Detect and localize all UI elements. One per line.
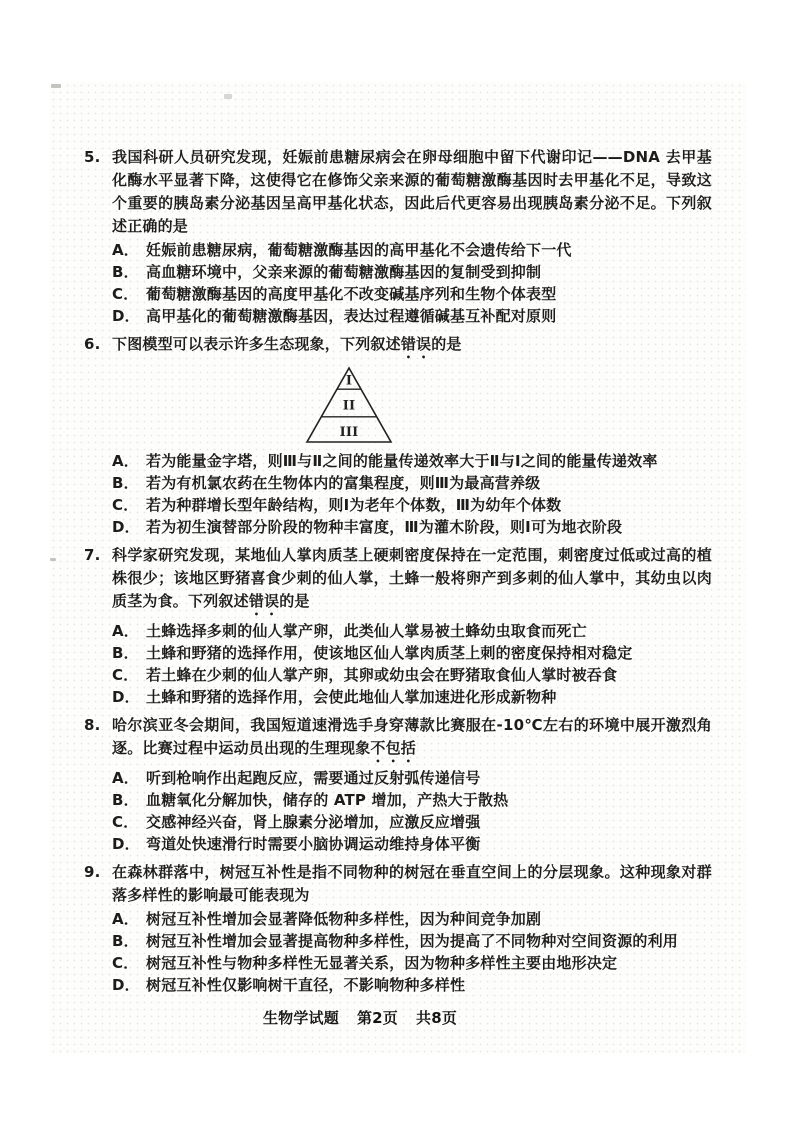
stem-text: 的是 (279, 592, 310, 610)
options (112, 908, 712, 996)
option-label: C． (112, 666, 139, 684)
option-text: 弯道处快速滑行时需要小脑协调运动维持身体平衡 (146, 835, 481, 853)
option-5A (112, 239, 712, 261)
option-label: C． (112, 954, 139, 972)
option-label: C． (112, 285, 139, 303)
option-text: 树冠互补性与物种多样性无显著关系，因为物种多样性主要由地形决定 (146, 954, 618, 972)
option-text: 高血糖环境中，父亲来源的葡萄糖激酶基因的复制受到抑制 (146, 263, 542, 281)
emphasized-text: 错误 (400, 335, 432, 353)
scan-artifact (50, 558, 56, 561)
option-text: 若为有机氯农药在生物体内的富集程度，则Ⅲ为最高营养级 (146, 474, 541, 492)
option-9C (112, 952, 712, 974)
option-6C (112, 494, 712, 516)
options (112, 450, 712, 538)
option-text: 树冠互补性增加会显著降低物种多样性，因为种间竞争加剧 (146, 910, 542, 928)
option-label: D． (112, 307, 140, 325)
page-footer (46, 1007, 674, 1028)
question-stem (112, 146, 712, 238)
option-7B (112, 642, 712, 664)
pyramid-level-label-1: I (345, 373, 353, 389)
option-text: 交感神经兴奋，肾上腺素分泌增加，应激反应增强 (146, 813, 481, 831)
question-stem (112, 714, 712, 766)
option-text: 土蜂和野猪的选择作用，会使此地仙人掌加速进化形成新物种 (146, 688, 557, 706)
question-stem (112, 544, 712, 619)
option-text: 妊娠前患糖尿病，葡萄糖激酶基因的高甲基化不会遗传给下一代 (146, 241, 572, 259)
option-5D (112, 305, 712, 327)
question-number: 7. (84, 546, 101, 564)
question-body (112, 544, 712, 708)
option-text: 树冠互补性增加会显著提高物种多样性，因为提高了不同物种对空间资源的利用 (146, 932, 679, 950)
question-8 (84, 714, 712, 855)
option-label: D． (112, 835, 140, 853)
pyramid-level-label-2: II (342, 398, 356, 414)
option-9A (112, 908, 712, 930)
option-text: 土蜂和野猪的选择作用，使该地区仙人掌肉质茎上刺的密度保持相对稳定 (146, 644, 633, 662)
option-text: 若为能量金字塔，则Ⅲ与Ⅱ之间的能量传递效率大于Ⅱ与Ⅰ之间的能量传递效率 (146, 452, 658, 470)
option-6D (112, 516, 712, 538)
exam-content (84, 146, 712, 1028)
options (112, 239, 712, 327)
stem-text: 下图模型可以表示许多生态现象，下列叙述 (112, 335, 401, 353)
option-label: A． (112, 622, 140, 640)
option-label: A． (112, 769, 140, 787)
option-9B (112, 930, 712, 952)
option-label: B． (112, 644, 139, 662)
option-7C (112, 664, 712, 686)
question-body (112, 146, 712, 327)
option-8A (112, 767, 712, 789)
option-7D (112, 686, 712, 708)
option-label: B． (112, 474, 139, 492)
stem-text: 我国科研人员研究发现，妊娠前患糖尿病会在卵母细胞中留下代谢印记——DNA 去甲基化酶水平显著下降，这使得它在修饰父亲来源的葡萄糖激酶基因时去甲基化不足，导致这个重要的胰岛素分泌基因呈高甲基化状态，因此后代更容易出现胰岛素分泌不足。下列叙述正确的是 (112, 148, 712, 235)
option-label: D． (112, 976, 140, 994)
question-number: 8. (84, 716, 101, 734)
option-text: 若为种群增长型年龄结构，则Ⅰ为老年个体数，Ⅲ为幼年个体数 (146, 496, 562, 514)
stem-text: 的是 (431, 335, 462, 353)
question-5 (84, 146, 712, 327)
option-label: B． (112, 263, 139, 281)
footer-exam-title: 生物学试题 (262, 1009, 339, 1027)
ecological-pyramid-diagram (304, 366, 712, 446)
option-label: A． (112, 241, 140, 259)
options (112, 620, 712, 708)
option-5B (112, 261, 712, 283)
option-text: 葡萄糖激酶基因的高度甲基化不改变碱基序列和生物个体表型 (146, 285, 557, 303)
option-6A (112, 450, 712, 472)
question-number: 5. (84, 148, 101, 166)
option-6B (112, 472, 712, 494)
scanned-exam-page (50, 82, 746, 1054)
option-8D (112, 833, 712, 855)
emphasized-text: 错误 (248, 592, 280, 610)
stem-text: 在森林群落中，树冠互补性是指不同物种的树冠在垂直空间上的分层现象。这种现象对群落多样性的影响最可能表现为 (112, 863, 712, 904)
option-text: 土蜂选择多刺的仙人掌产卵，此类仙人掌易被土蜂幼虫取食而死亡 (146, 622, 587, 640)
option-text: 若土蜂在少刺的仙人掌产卵，其卵或幼虫会在野猪取食仙人掌时被吞食 (146, 666, 618, 684)
option-text: 若为初生演替部分阶段的物种丰富度，Ⅲ为灌木阶段，则Ⅰ可为地衣阶段 (146, 518, 623, 536)
pyramid-svg (304, 366, 394, 444)
footer-page-number: 第2页 (356, 1009, 398, 1027)
option-8B (112, 789, 712, 811)
option-label: D． (112, 518, 140, 536)
stem-text: 科学家研究发现，某地仙人掌肉质茎上硬刺密度保持在一定范围，刺密度过低或过高的植株很少；该地区野猪喜食少刺的仙人掌，土蜂一般将卵产到多刺的仙人掌中，其幼虫以肉质茎为食。下列叙述 (112, 546, 712, 610)
option-text: 听到枪响作出起跑反应，需要通过反射弧传递信号 (146, 769, 481, 787)
option-text: 高甲基化的葡萄糖激酶基因，表达过程遵循碱基互补配对原则 (146, 307, 557, 325)
option-label: B． (112, 791, 139, 809)
question-list (84, 146, 712, 996)
options (112, 767, 712, 855)
footer-total-pages: 共8页 (416, 1009, 458, 1027)
option-label: B． (112, 932, 139, 950)
question-body (112, 333, 712, 538)
question-stem (112, 861, 712, 907)
question-body (112, 861, 712, 996)
option-label: A． (112, 452, 140, 470)
option-label: D． (112, 688, 140, 706)
option-8C (112, 811, 712, 833)
question-number: 9. (84, 863, 101, 881)
emphasized-text: 不包括 (370, 739, 417, 757)
option-7A (112, 620, 712, 642)
question-number: 6. (84, 335, 101, 353)
scan-artifact (224, 94, 232, 99)
stem-text: 哈尔滨亚冬会期间，我国短道速滑选手身穿薄款比赛服在-10℃左右的环境中展开激烈角逐。比赛过程中运动员出现的生理现象 (112, 716, 712, 757)
option-9D (112, 974, 712, 996)
option-label: C． (112, 496, 139, 514)
question-stem (112, 333, 712, 362)
question-9 (84, 861, 712, 996)
option-5C (112, 283, 712, 305)
question-6 (84, 333, 712, 538)
pyramid-level-label-3: III (339, 425, 359, 440)
option-text: 树冠互补性仅影响树干直径，不影响物种多样性 (146, 976, 466, 994)
option-text: 血糖氧化分解加快，储存的 ATP 增加，产热大于散热 (146, 791, 509, 809)
question-7 (84, 544, 712, 708)
scan-artifact (51, 84, 61, 88)
option-label: C． (112, 813, 139, 831)
option-label: A． (112, 910, 140, 928)
question-body (112, 714, 712, 855)
